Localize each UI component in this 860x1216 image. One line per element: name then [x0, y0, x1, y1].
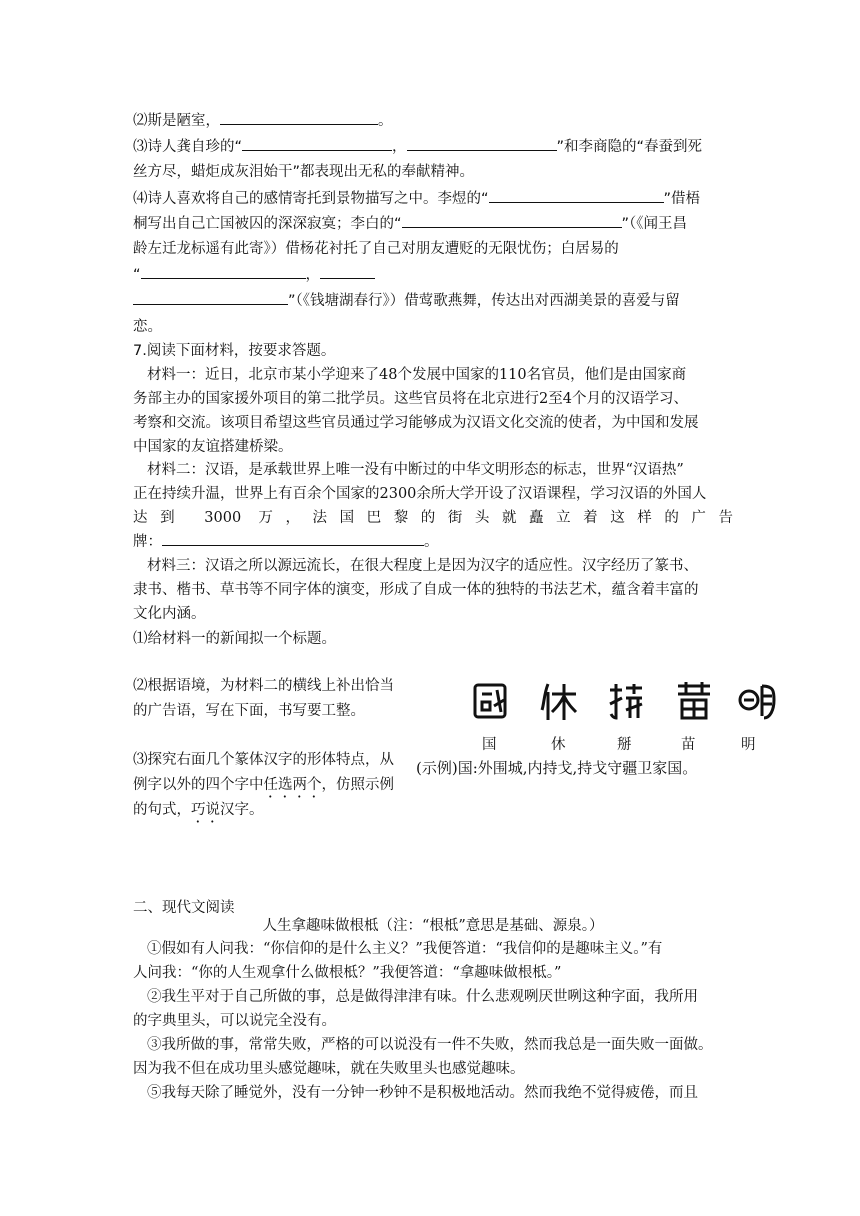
answer-blank[interactable]: [242, 136, 392, 151]
q6-line-4: [133, 188, 733, 210]
seal-script-characters: [470, 680, 770, 722]
q7-sub-1: ⑴给材料一的新闻拟一个标题。: [133, 631, 336, 647]
ad-end: 。: [424, 534, 439, 550]
section-heading: 二、现代文阅读: [133, 900, 235, 916]
answer-blank[interactable]: [133, 290, 288, 305]
seal-xiu-icon: [538, 680, 578, 722]
seal-label: 苗: [681, 737, 696, 753]
material-2-line: 达到 3000 万，法国巴黎的街头就矗立着这样的广告: [133, 510, 733, 526]
article-paragraph-line: 的字典里头，可以说完全没有。: [133, 1013, 336, 1029]
answer-blank[interactable]: [141, 264, 306, 279]
q7-sub-2-line: 的广告语，写在下面，书写要工整。: [133, 703, 365, 719]
material-3-line: 材料三：汉语之所以源远流长，在很大程度上是因为汉字的适应性。汉字经历了篆书、: [147, 558, 698, 574]
seal-guo-icon: [470, 680, 510, 722]
q6-line-3-text: ⑶诗人龚自珍的“: [133, 139, 243, 155]
material-3-line: 隶书、楷书、草书等不同字体的演变，形成了自成一体的独特的书法艺术，蕴含着丰富的: [133, 582, 699, 598]
article-paragraph-line: 因为我不但在成功里头感觉趣味，就在失败里头也感觉趣味。: [133, 1061, 525, 1077]
material-2-line-4: [133, 531, 733, 553]
answer-blank[interactable]: [489, 188, 664, 203]
material-1-line: 材料一：近日，北京市某小学迎来了48个发展中国家的110名官员，他们是由国家商: [147, 367, 687, 383]
q6-line-4f: 恋。: [133, 319, 162, 335]
q6-line-3-text-b: ”和李商隐的“春蚕到死: [556, 139, 703, 155]
article-paragraph-line: ①假如有人问我：“你信仰的是什么主义？”我便答道：“我信仰的是趣味主义。”有: [147, 941, 663, 957]
q6-quote-open: “: [133, 267, 141, 283]
seal-label: 国: [482, 737, 497, 753]
answer-blank[interactable]: [402, 213, 622, 228]
seal-miao-icon: [674, 680, 714, 722]
q7-sub-3-line: ⑶探究右面几个篆体汉字的形体特点，从: [133, 752, 394, 768]
q7-sub-3-text: 的句式，: [133, 802, 191, 818]
ad-label: 牌：: [133, 534, 162, 550]
q7-sub-3-line-2: [133, 774, 413, 801]
q6-line-4e: [133, 290, 733, 312]
article-paragraph-line: ⑤我每天除了睡觉外，没有一分钟一秒钟不是积极地活动。然而我绝不觉得疲倦，而且: [147, 1085, 698, 1101]
material-3-line: 文化内涵。: [133, 606, 206, 622]
emphasized-text: 任选两个: [263, 777, 322, 793]
article-paragraph-line: ③我所做的事，常常失败，严格的可以说没有一件不失败，然而我总是一面失败一面做。: [147, 1037, 713, 1053]
q6-comma: ，: [305, 267, 321, 283]
ad-answer-blank[interactable]: [162, 531, 424, 546]
q6-line-3: [133, 136, 733, 158]
seal-ming-icon: [738, 680, 778, 722]
emphasized-text: 巧说: [191, 802, 220, 818]
q7-sub-3-text: 汉字。: [220, 802, 264, 818]
q6-line-4b-text: 桐写出自己亡国被囚的深深寂寞；李白的“: [133, 216, 402, 232]
q6-line-3-comma: ，: [392, 139, 407, 155]
q6-line-3-cont: 丝方尽，蜡炬成灰泪始干”都表现出无私的奉献精神。: [133, 164, 475, 180]
material-1-line: 中国家的友谊搭建桥梁。: [133, 439, 293, 455]
q6-line-4b: [133, 213, 733, 235]
q6-line-4-text: ⑷诗人喜欢将自己的感情寄托到景物描写之中。李煜的“: [133, 191, 489, 207]
example-sentence: (示例)国:外围城,内持戈,持戈守疆卫家国。: [416, 759, 698, 777]
seal-bing-icon: [606, 680, 646, 722]
answer-blank[interactable]: [407, 136, 557, 151]
answer-blank[interactable]: [220, 110, 378, 125]
q6-line-2-end: 。: [378, 113, 393, 129]
article-paragraph-line: 人问我：“你的人生观拿什么做根柢？”我便答道：“拿趣味做根柢。”: [133, 965, 562, 981]
material-2-line: 正在持续升温，世界上有百余个国家的2300余所大学开设了汉语课程，学习汉语的外国人: [133, 486, 707, 502]
q6-line-2-text: ⑵斯是陋室，: [133, 113, 220, 129]
material-1-line: 考察和交流。该项目希望这些官员通过学习能够成为汉语文化交流的使者，为中国和发展: [133, 415, 699, 431]
q6-line-4c: 龄左迁龙标遥有此寄》）借杨花衬托了自己对朋友遭贬的无限忧伤；白居易的: [133, 241, 619, 257]
material-2-line: 材料二：汉语，是承载世界上唯一没有中断过的中华文明形态的标志，世界“汉语热”: [147, 462, 684, 478]
material-1-line: 务部主办的国家援外项目的第二批学员。这些官员将在北京进行2至4个月的汉语学习、: [133, 391, 688, 407]
q6-line-4-end: ”借梧: [663, 191, 701, 207]
seal-label: 掰: [617, 737, 632, 753]
q7-sub-2-line: ⑵根据语境，为材料二的横线上补出恰当: [133, 678, 394, 694]
q6-line-4d: [133, 264, 733, 286]
q7-sub-3-text: ，仿照示例: [321, 777, 394, 793]
q7-sub-3-text: 例字以外的四个字中: [133, 777, 264, 793]
q6-line-2: [133, 110, 733, 132]
seal-label: 明: [741, 737, 756, 753]
seal-label: 休: [551, 737, 566, 753]
article-title: 人生拿趣味做根柢（注：“根柢”意思是基础、源泉。）: [262, 918, 604, 934]
article-paragraph-line: ②我生平对于自己所做的事，总是做得津津有味。什么悲观咧厌世咧这种字面，我所用: [147, 989, 698, 1005]
answer-blank[interactable]: [320, 264, 375, 279]
q6-line-4b-end: ”（《闻王昌: [621, 216, 688, 232]
q6-line-4e-text: ”（《钱塘湖春行》）借莺歌燕舞，传达出对西湖美景的喜爱与留: [288, 293, 680, 309]
q7-sub-3-line-3: [133, 799, 413, 826]
q7-title: 7.阅读下面材料，按要求答题。: [133, 343, 336, 359]
